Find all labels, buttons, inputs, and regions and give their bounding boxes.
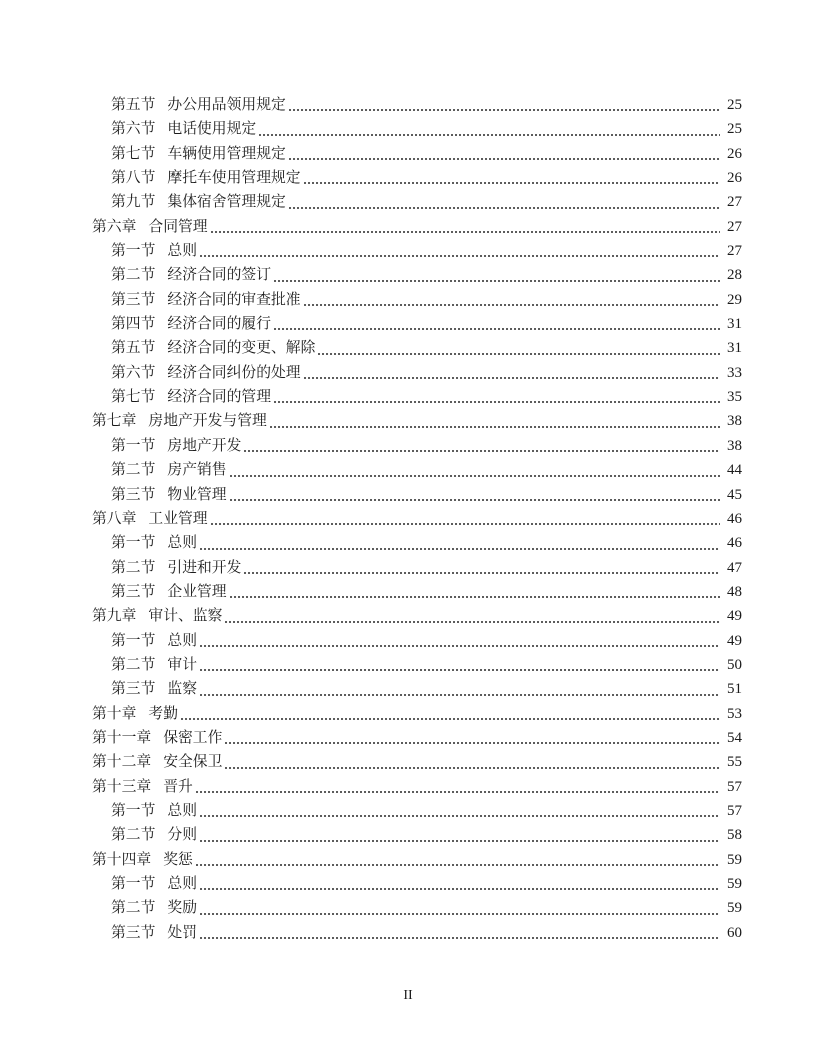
toc-entry-page-number: 26 (727, 170, 742, 187)
toc-entry-page-number: 59 (727, 900, 742, 917)
toc-entry-title: 办公用品领用规定 (167, 96, 286, 113)
toc-entry-number: 第三节 (111, 485, 156, 503)
toc-entry[interactable] (92, 239, 742, 263)
toc-entry-number: 第七章 (92, 412, 137, 430)
toc-entry-title: 审计 (167, 655, 198, 673)
toc-entry-title: 考勤 (148, 704, 179, 722)
toc-entry-title: 总则 (167, 242, 198, 260)
toc-entry-number: 第三节 (111, 582, 156, 600)
toc-entry[interactable] (92, 483, 742, 507)
toc-dot-leader (200, 840, 720, 842)
toc-entry-title: 经济合同纠份的处理 (167, 363, 301, 381)
toc-dot-leader (200, 913, 720, 915)
table-of-contents (92, 93, 742, 945)
toc-entry-page-number: 27 (727, 194, 742, 211)
toc-entry-title: 电话使用规定 (167, 120, 257, 138)
toc-entry-title: 经济合同的变更、解除 (167, 339, 316, 357)
toc-entry[interactable] (92, 142, 742, 166)
toc-entry-number: 第十一章 (92, 728, 152, 746)
toc-entry-number: 第六节 (111, 120, 156, 138)
toc-entry-page-number: 57 (727, 802, 742, 819)
toc-entry-title: 经济合同的履行 (167, 315, 271, 333)
toc-dot-leader (181, 718, 720, 720)
toc-entry-number: 第十二章 (92, 753, 152, 771)
toc-dot-leader (225, 742, 720, 744)
toc-entry-number: 第七节 (111, 144, 156, 162)
toc-dot-leader (200, 645, 720, 647)
toc-dot-leader (200, 669, 720, 671)
toc-dot-leader (289, 109, 720, 111)
toc-entry-title: 工业管理 (148, 509, 208, 527)
toc-entry[interactable] (92, 507, 742, 531)
toc-entry-number: 第三节 (111, 290, 156, 308)
toc-entry-page-number: 49 (727, 632, 742, 649)
toc-entry[interactable] (92, 580, 742, 604)
toc-entry-number: 第一节 (111, 242, 156, 260)
toc-entry-title: 房地产开发 (167, 436, 242, 454)
toc-entry-page-number: 27 (727, 218, 742, 235)
toc-entry-page-number: 31 (727, 340, 742, 357)
toc-entry-number: 第五节 (111, 339, 156, 357)
toc-entry[interactable] (92, 531, 742, 555)
toc-entry-number: 第八节 (111, 169, 156, 187)
toc-dot-leader (200, 815, 720, 817)
toc-dot-leader (230, 596, 720, 598)
toc-dot-leader (200, 888, 720, 890)
toc-entry-page-number: 49 (727, 608, 742, 625)
toc-entry-number: 第三节 (111, 680, 156, 698)
toc-dot-leader (200, 694, 720, 696)
toc-entry-page-number: 25 (727, 97, 742, 113)
toc-entry-page-number: 38 (727, 437, 742, 454)
toc-entry-number: 第九节 (111, 193, 156, 211)
toc-entry-page-number: 53 (727, 705, 742, 722)
toc-entry-number: 第一节 (111, 534, 156, 552)
toc-dot-leader (274, 401, 720, 403)
toc-entry-title: 经济合同的签订 (167, 266, 271, 284)
toc-dot-leader (196, 791, 720, 793)
toc-entry-page-number: 50 (727, 656, 742, 673)
toc-entry[interactable] (92, 775, 742, 799)
toc-entry[interactable] (92, 604, 742, 628)
toc-entry[interactable] (92, 653, 742, 677)
toc-dot-leader (211, 231, 720, 233)
toc-entry[interactable] (92, 799, 742, 823)
toc-entry-number: 第二节 (111, 558, 156, 576)
toc-entry-title: 摩托车使用管理规定 (167, 169, 301, 187)
toc-entry-number: 第二节 (111, 655, 156, 673)
toc-dot-leader (230, 475, 720, 477)
toc-entry-page-number: 51 (727, 681, 742, 698)
toc-entry-title: 经济合同的审查批准 (167, 290, 301, 308)
toc-dot-leader (289, 207, 720, 209)
toc-entry-page-number: 45 (727, 486, 742, 503)
toc-entry-title: 分则 (167, 826, 198, 844)
footer-page-number: II (403, 988, 413, 1003)
toc-entry-title: 合同管理 (148, 217, 208, 235)
toc-entry-title: 引进和开发 (167, 558, 242, 576)
toc-entry-title: 处罚 (167, 923, 198, 941)
toc-entry[interactable] (92, 848, 742, 872)
toc-dot-leader (200, 255, 720, 257)
toc-entry[interactable] (92, 458, 742, 482)
toc-dot-leader (244, 450, 720, 452)
toc-entry[interactable] (92, 750, 742, 774)
toc-entry-title: 安全保卫 (163, 753, 223, 771)
toc-entry-number: 第八章 (92, 509, 137, 527)
toc-dot-leader (230, 499, 720, 501)
toc-entry-page-number: 59 (727, 851, 742, 868)
toc-dot-leader (244, 572, 720, 574)
toc-dot-leader (211, 523, 720, 525)
toc-entry-title: 保密工作 (163, 728, 223, 746)
toc-entry-number: 第九章 (92, 607, 137, 625)
toc-entry-number: 第六章 (92, 217, 137, 235)
toc-entry-page-number: 31 (727, 316, 742, 333)
toc-dot-leader (196, 864, 720, 866)
toc-entry-title: 集体宿舍管理规定 (167, 193, 286, 211)
toc-entry[interactable] (92, 93, 742, 117)
toc-entry-number: 第一节 (111, 801, 156, 819)
toc-entry-page-number: 57 (727, 778, 742, 795)
toc-entry[interactable] (92, 263, 742, 287)
toc-entry-number: 第六节 (111, 363, 156, 381)
toc-entry[interactable] (92, 702, 742, 726)
toc-entry[interactable] (92, 385, 742, 409)
toc-entry[interactable] (92, 921, 742, 945)
toc-dot-leader (274, 280, 720, 282)
toc-entry-title: 经济合同的管理 (167, 388, 271, 406)
toc-entry-number: 第二节 (111, 899, 156, 917)
toc-entry[interactable] (92, 677, 742, 701)
toc-entry[interactable] (92, 896, 742, 920)
toc-entry-page-number: 27 (727, 243, 742, 260)
toc-entry-number: 第五节 (111, 96, 156, 113)
toc-entry-title: 车辆使用管理规定 (167, 144, 286, 162)
toc-entry-title: 房产销售 (167, 461, 227, 479)
toc-entry[interactable] (92, 556, 742, 580)
toc-dot-leader (225, 767, 720, 769)
toc-entry-page-number: 47 (727, 559, 742, 576)
toc-entry-number: 第七节 (111, 388, 156, 406)
toc-entry[interactable] (92, 823, 742, 847)
toc-entry-page-number: 54 (727, 729, 742, 746)
toc-entry-number: 第一节 (111, 875, 156, 892)
toc-entry-page-number: 33 (727, 364, 742, 381)
toc-entry[interactable] (92, 117, 742, 141)
toc-dot-leader (225, 621, 720, 623)
toc-entry-page-number: 29 (727, 291, 742, 308)
toc-entry-title: 总则 (167, 801, 198, 819)
toc-entry[interactable] (92, 726, 742, 750)
toc-entry-title: 总则 (167, 534, 198, 552)
toc-entry-page-number: 38 (727, 413, 742, 430)
toc-dot-leader (274, 328, 720, 330)
toc-entry-page-number: 48 (727, 583, 742, 600)
toc-dot-leader (304, 377, 720, 379)
toc-entry-title: 企业管理 (167, 582, 227, 600)
toc-entry-title: 审计、监察 (148, 607, 223, 625)
toc-entry-number: 第十四章 (92, 850, 152, 868)
toc-dot-leader (270, 426, 720, 428)
toc-entry-page-number: 58 (727, 827, 742, 844)
toc-dot-leader (289, 158, 720, 160)
toc-entry-number: 第一节 (111, 631, 156, 649)
toc-entry[interactable] (92, 312, 742, 336)
toc-entry[interactable] (92, 872, 742, 896)
toc-entry-title: 奖励 (167, 899, 198, 917)
toc-entry-number: 第二节 (111, 826, 156, 844)
toc-entry-page-number: 46 (727, 535, 742, 552)
toc-entry-number: 第一节 (111, 436, 156, 454)
toc-entry-title: 总则 (167, 631, 198, 649)
toc-entry-number: 第十三章 (92, 777, 152, 795)
toc-entry-page-number: 25 (727, 121, 742, 138)
toc-dot-leader (318, 353, 720, 355)
toc-entry-title: 奖惩 (163, 850, 193, 868)
toc-entry-page-number: 60 (727, 924, 742, 941)
toc-entry-number: 第十章 (92, 704, 137, 722)
toc-dot-leader (304, 182, 720, 184)
toc-entry-title: 晋升 (163, 777, 193, 795)
toc-dot-leader (259, 134, 720, 136)
toc-entry-page-number: 35 (727, 389, 742, 406)
toc-entry-title: 物业管理 (167, 485, 227, 503)
toc-dot-leader (200, 937, 720, 939)
toc-entry[interactable] (92, 361, 742, 385)
toc-entry-page-number: 55 (727, 754, 742, 771)
toc-entry[interactable] (92, 434, 742, 458)
toc-entry-page-number: 59 (727, 876, 742, 892)
toc-entry-title: 房地产开发与管理 (148, 412, 267, 430)
toc-entry-page-number: 44 (727, 462, 742, 479)
toc-entry-title: 监察 (167, 680, 198, 698)
toc-entry[interactable] (92, 166, 742, 190)
toc-entry-page-number: 26 (727, 145, 742, 162)
toc-entry-number: 第二节 (111, 266, 156, 284)
toc-entry[interactable] (92, 409, 742, 433)
toc-entry-number: 第四节 (111, 315, 156, 333)
toc-entry-number: 第三节 (111, 923, 156, 941)
toc-entry-number: 第二节 (111, 461, 156, 479)
toc-dot-leader (200, 548, 720, 550)
toc-entry[interactable] (92, 190, 742, 214)
toc-entry-title: 总则 (167, 875, 198, 892)
toc-entry[interactable] (92, 215, 742, 239)
toc-entry-page-number: 28 (727, 267, 742, 284)
toc-entry-page-number: 46 (727, 510, 742, 527)
toc-entry[interactable] (92, 288, 742, 312)
toc-entry[interactable] (92, 629, 742, 653)
toc-entry[interactable] (92, 336, 742, 360)
toc-dot-leader (304, 304, 720, 306)
